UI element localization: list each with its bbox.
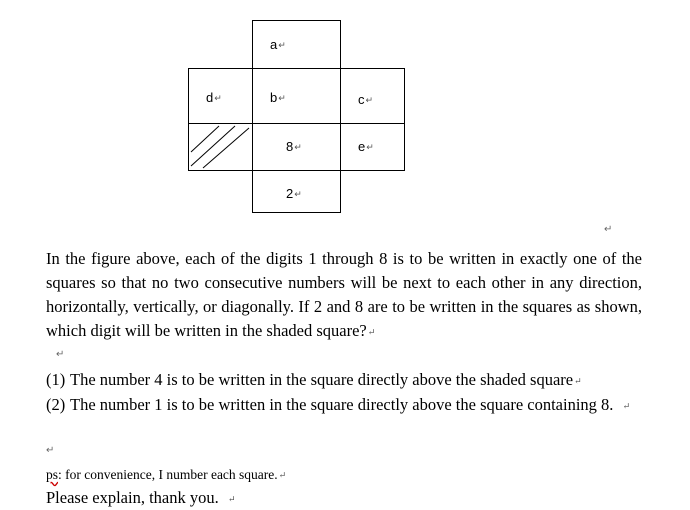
problem-text: In the figure above, each of the digits 1 through 8 is to be written in exactly one of the squares so that no two consecutive numbers will be next to each other in any direction, horizontally, vertically, or diagonally. If 2 and 8 are to be written in the squares as shown, which digit will be written in the shaded square? [46, 249, 642, 340]
conditions-list [46, 368, 642, 418]
square-a [252, 20, 341, 69]
square-two-label: 2↵ [286, 186, 302, 201]
square-c-label: c↵ [358, 92, 374, 107]
ps-prefix: ps [46, 467, 59, 482]
condition-text: The number 4 is to be written in the square directly above the shaded square [70, 370, 574, 389]
square-a-label: a↵ [270, 37, 286, 52]
ps-note: ps: for convenience, I number each square.↵ [46, 467, 287, 482]
square-e [340, 123, 405, 171]
thanks-line: Please explain, thank you. ↵ [46, 488, 236, 507]
square-eight-label: 8↵ [286, 139, 302, 154]
shaded-square [188, 123, 253, 171]
square-d [188, 68, 253, 124]
condition-number: (1) [46, 370, 66, 389]
square-e-label: e↵ [358, 139, 374, 154]
square-b [252, 68, 341, 124]
square-b-label: b↵ [270, 90, 286, 105]
paragraph-mark: ↵ [56, 349, 65, 360]
condition-text: The number 1 is to be written in the square directly above the square containing 8. [70, 395, 614, 414]
square-d-label: d↵ [206, 90, 222, 105]
condition-number: (2) [46, 395, 66, 414]
square-two [252, 170, 341, 213]
condition-item: (1) The number 4 is to be written in the square directly above the shaded square↵ [46, 368, 642, 393]
ps-text: : for convenience, I number each square. [58, 467, 278, 482]
paragraph-mark: ↵ [604, 224, 613, 235]
problem-paragraph: In the figure above, each of the digits 1 through 8 is to be written in exactly one of the squares so that no two consecutive numbers will be next to each other in any direction, horizontally, vertically, or diagonally. If 2 and 8 are to be written in the squares as shown, which digit will be written in the shaded square?↵ [46, 249, 642, 340]
square-eight [252, 123, 341, 171]
thanks-text: Please explain, thank you. [46, 488, 219, 507]
paragraph-mark: ↵ [46, 445, 55, 456]
condition-item: (2) The number 1 is to be written in the square directly above the square containing 8. ↵ [46, 393, 642, 418]
square-c [340, 68, 405, 124]
shading-hatch-lines [189, 124, 252, 170]
